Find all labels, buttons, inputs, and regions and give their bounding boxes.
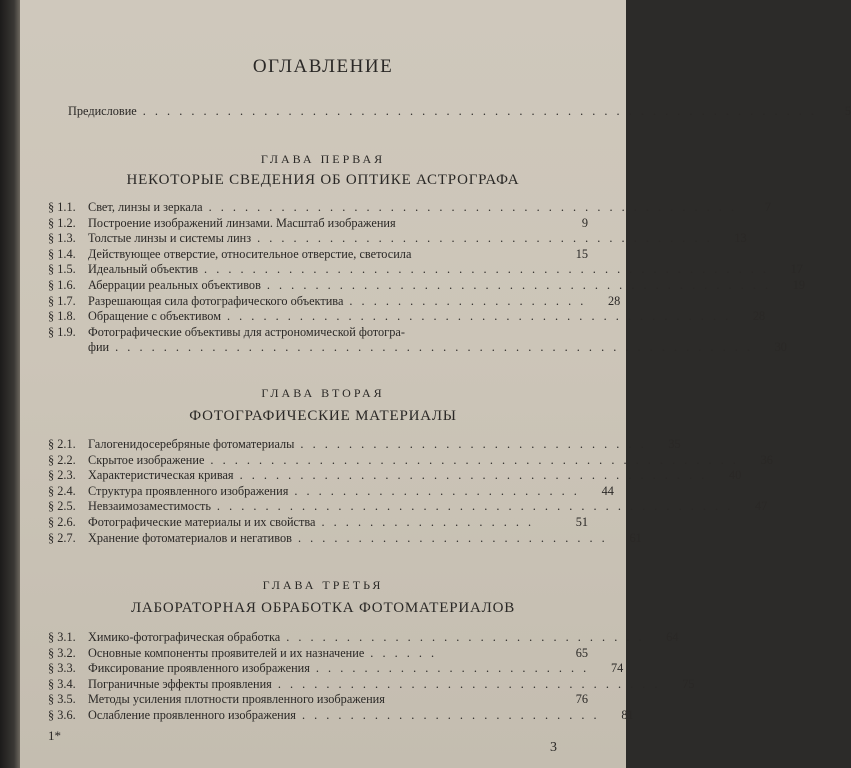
preface-text: Предисловие <box>68 104 137 118</box>
entry-page: 13 <box>734 231 747 246</box>
entry-text: Разрешающая сила фотографического объектива <box>88 293 344 308</box>
entry-page: 74 <box>610 661 624 676</box>
toc-entry <box>48 216 588 232</box>
toc-entry <box>48 468 742 484</box>
toc-entry <box>48 661 624 677</box>
dot-leader: . . . . . . . . . . . . . . . . . . . . . . . . . . . . . . . . . . . . . . . . . . . . <box>210 452 739 467</box>
toc-entry <box>48 692 588 708</box>
entry-number: § 3.4. <box>48 676 76 691</box>
dot-leader: . . . . . . . . . . . . . . . . . . . . . . . . . <box>301 707 600 722</box>
dot-leader: . . . . . . . . . . . . . . . . . . . . . . . . . . . . . . . . . . . . . . . . . . . <box>216 499 734 514</box>
dot-leader: . . . . . . . . . . . . . . . . . . . . . . . . . . . . . . . . . . . . . . . . . . . . <box>208 200 738 214</box>
page-title: ОГЛАВЛЕНИЕ <box>252 56 394 77</box>
toc-entry <box>48 293 621 310</box>
entry-page: 28 <box>608 293 621 308</box>
toc-entry <box>48 452 773 469</box>
toc-entry <box>48 231 747 247</box>
toc-entry <box>48 309 766 325</box>
entry-number: § 3.1. <box>48 630 76 644</box>
entry-text: Идеальный объектив <box>88 262 199 277</box>
toc-entry <box>48 277 806 294</box>
entry-text: Построение изображений линзами. Масштаб изображения <box>88 215 396 230</box>
entry-text: Фотографические объективы для астрономической фотогра- <box>88 324 405 339</box>
book-spine-shadow <box>0 0 20 768</box>
preface-page: 5 <box>844 104 851 118</box>
toc-entry <box>48 499 768 515</box>
toc-entry <box>48 646 588 662</box>
entry-page: 61 <box>629 530 642 545</box>
entry-text: Невзаимозаместимость <box>88 499 211 514</box>
entry-number: § 3.3. <box>48 661 76 676</box>
entry-text: Методы усиления плотности проявленного изображения <box>88 692 385 707</box>
toc-entry <box>48 200 772 216</box>
entry-text: Скрытое изображение <box>88 452 205 467</box>
toc-entry <box>48 262 803 278</box>
entry-number: § 2.7. <box>48 530 76 545</box>
chapter-1-entries <box>48 200 806 356</box>
toc-entry <box>48 247 588 263</box>
entry-text: Галогенидосеребряные фотоматериалы <box>88 437 295 451</box>
dot-leader: . . . . . . . . . . . . . . . . . . . . . . . . . . . . . . . . . . . . . . . . . . . . . . . <box>204 262 769 277</box>
toc-entry <box>48 707 634 724</box>
entry-page: 30 <box>774 340 787 355</box>
toc-entry <box>48 515 588 531</box>
entry-page: 64 <box>666 630 679 644</box>
entry-page: 17 <box>790 262 803 277</box>
entry-text: Действующее отверстие, относительное отверстие, светосила <box>88 246 412 261</box>
dot-leader: . . . . . . . . . . . . . . . . . . . . . . . . . . . . . . . . . . . . . . <box>257 231 713 246</box>
entry-page: 65 <box>575 645 588 660</box>
entry-number: § 1.8. <box>48 309 76 324</box>
preface-entry <box>68 104 851 120</box>
dot-leader: . . . . . . . . . . . . . . . . . . <box>321 514 535 529</box>
signature-mark: 1* <box>48 728 61 743</box>
entry-page: 9 <box>581 215 588 230</box>
chapter-2-label: ГЛАВА ВТОРАЯ <box>261 386 385 400</box>
dot-leader: . . . . . . . . . . . . . . . . . . . . . . . . . . . . . . . . . . . . . . . . . . <box>227 309 732 324</box>
dot-leader: . . . . . . <box>370 645 438 660</box>
entry-number: § 1.6. <box>48 277 76 292</box>
chapter-3-title: ЛАБОРАТОРНАЯ ОБРАБОТКА ФОТОМАТЕРИАЛОВ <box>130 600 516 616</box>
dot-leader: . . . . . . . . . . . . . . . . . . . . . . . . . . <box>297 530 608 545</box>
entry-text: Фотографические материалы и их свойства <box>88 514 316 529</box>
entry-page: 47 <box>754 499 768 514</box>
entry-number: § 2.5. <box>48 499 76 514</box>
entry-number: § 1.2. <box>48 215 76 230</box>
entry-page: 51 <box>575 514 588 529</box>
dot-leader: . . . . . . . . . . . . . . . . . . . . . . . . . . . . . <box>300 437 647 451</box>
entry-number: § 1.9. <box>48 324 76 339</box>
entry-number: § 1.1. <box>48 200 76 214</box>
entry-text: Характеристическая кривая <box>88 468 234 483</box>
chapter-3-label: ГЛАВА ТРЕТЬЯ <box>262 578 384 592</box>
dot-leader: . . . . . . . . . . . . . . . . . . . . . . . . . . . . . . . . . . . . . . . . . . . . . . . . . . . . . . . . <box>142 104 817 118</box>
toc-entry <box>48 483 614 500</box>
entry-page: 35 <box>668 437 681 451</box>
entry-number: § 1.4. <box>48 246 76 261</box>
entry-page: 19 <box>792 277 806 292</box>
entry-text: Аберрации реальных объективов <box>88 277 261 292</box>
dot-leader: . . . . . . . . . . . . . . . . . . . . . . . . . . . . . . . . . . . . . . . <box>239 468 708 483</box>
entry-number: § 2.3. <box>48 468 76 483</box>
chapter-2-title: ФОТОГРАФИЧЕСКИЕ МАТЕРИАЛЫ <box>189 408 457 424</box>
entry-number: § 1.3. <box>48 231 76 246</box>
chapter-3-entries <box>48 630 695 724</box>
toc-entry <box>48 676 695 693</box>
entry-text: Основные компоненты проявителей и их назначение <box>88 645 365 660</box>
dot-leader: . . . . . . . . . . . . . . . . . . . . . . . <box>315 661 590 676</box>
dot-leader: . . . . . . . . . . . . . . . . . . . . . . . . . . . . . . . . . . . . . . . . . . . . . . . . . . . . . <box>115 340 753 355</box>
chapter-1-title: НЕКОТОРЫЕ СВЕДЕНИЯ ОБ ОПТИКЕ АСТРОГРАФА <box>126 172 520 188</box>
book-page <box>20 0 851 768</box>
entry-page: 28 <box>752 309 766 324</box>
entry-text: Структура проявленного изображения <box>88 483 289 498</box>
toc-entry <box>48 325 588 341</box>
entry-page: 40 <box>729 468 742 483</box>
entry-text: Свет, линзы и зеркала <box>88 200 203 214</box>
entry-text: Ослабление проявленного изображения <box>88 707 296 722</box>
entry-number: § 3.5. <box>48 692 76 707</box>
entry-page: 75 <box>682 676 695 691</box>
dot-leader: . . . . . . . . . . . . . . . . . . . . . . . . . . . . . . . . <box>277 676 661 691</box>
entry-text: Толстые линзы и системы линз <box>88 231 252 246</box>
dot-leader: . . . . . . . . . . . . . . . . . . . . . . . . <box>294 483 580 498</box>
entry-number: § 3.2. <box>48 645 76 660</box>
entry-text: Обращение с объективом <box>88 309 221 324</box>
entry-number: § 2.6. <box>48 514 76 529</box>
page-number: 3 <box>550 740 557 755</box>
entry-text: Химико-фотографическая обработка <box>88 630 281 644</box>
entry-number: § 2.1. <box>48 437 76 451</box>
toc-entry <box>48 630 679 646</box>
entry-number: § 1.7. <box>48 293 76 308</box>
chapter-1-label: ГЛАВА ПЕРВАЯ <box>260 152 386 166</box>
entry-text: фии <box>88 340 110 355</box>
entry-page: 76 <box>575 692 588 707</box>
entry-page: 7 <box>764 200 772 214</box>
entry-text: Хранение фотоматериалов и негативов <box>88 530 292 545</box>
chapter-2-entries <box>48 437 773 546</box>
entry-number: § 3.6. <box>48 707 76 722</box>
entry-page: 15 <box>575 246 588 261</box>
entry-page: 36 <box>760 452 773 467</box>
toc-entry <box>48 530 642 547</box>
dot-leader: . . . . . . . . . . . . . . . . . . . . . . . . . . . . . . . . . . . . . . . . . . <box>266 277 772 292</box>
entry-page: 44 <box>601 483 614 498</box>
entry-number: § 1.5. <box>48 262 76 277</box>
entry-text: Пограничные эффекты проявления <box>88 676 272 691</box>
dot-leader: . . . . . . . . . . . . . . . . . . . . . . . . . . . . . . <box>286 630 645 644</box>
dot-leader: . . . . . . . . . . . . . . . . . . . . <box>349 293 587 308</box>
toc-entry <box>48 437 681 453</box>
entry-text: Фиксирование проявленного изображения <box>88 661 310 676</box>
toc-entry <box>48 340 787 356</box>
entry-page: 81 <box>621 707 634 722</box>
entry-number: § 2.4. <box>48 483 76 498</box>
entry-number: § 2.2. <box>48 452 76 467</box>
